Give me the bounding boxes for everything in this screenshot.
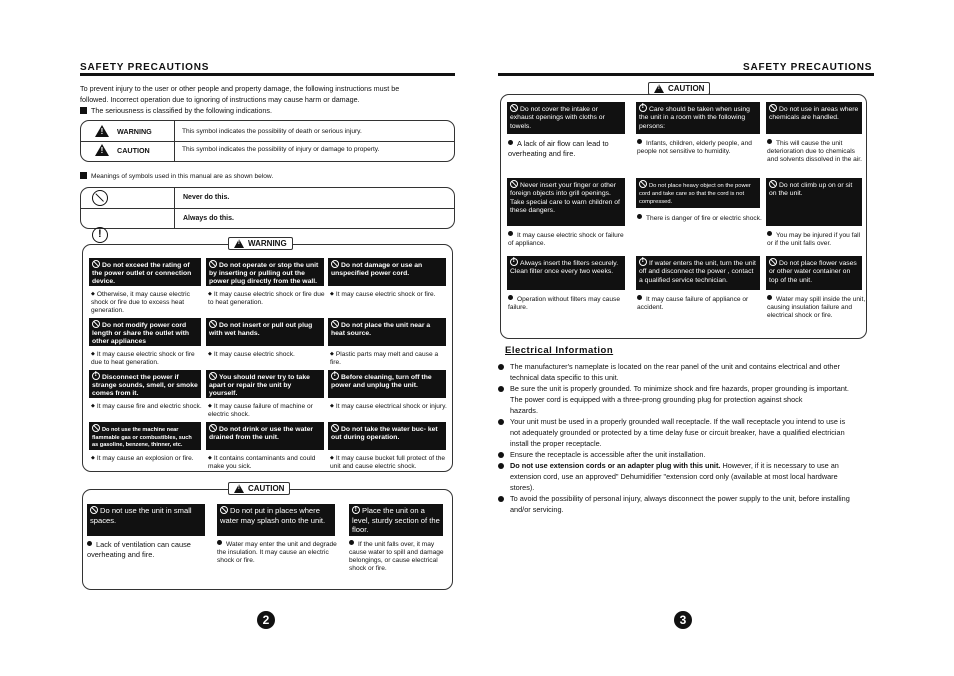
electrical-line	[510, 394, 849, 405]
precaution-instruction	[507, 256, 625, 290]
electrical-item	[498, 383, 878, 416]
warning-label: WARNING	[117, 126, 152, 136]
note-text: You may be injured if you fall or if the unit falls over.	[767, 232, 861, 247]
precaution-note	[208, 402, 326, 419]
caution-triangle-icon	[95, 144, 109, 156]
bullet-icon	[637, 295, 642, 300]
bullet-icon	[87, 541, 92, 546]
line-text: The power cord is equipped with a three-prong grounding plug for protection against shock	[510, 395, 803, 404]
note-text: It may cause electric shock.	[213, 351, 295, 358]
mandatory-icon	[639, 258, 647, 266]
divider	[174, 187, 175, 229]
bullet-icon	[767, 231, 772, 236]
page-number-label: 3	[679, 613, 687, 627]
instruction-text: Place the unit on a level, sturdy section of the floor.	[352, 506, 440, 535]
divider	[80, 208, 455, 209]
electrical-item-text	[510, 383, 849, 416]
line-text: However, if it is necessary to use an	[722, 461, 839, 470]
bullet-icon	[498, 419, 504, 425]
bullet-icon	[767, 295, 772, 300]
caution-box-label: CAUTION	[248, 484, 285, 493]
electrical-item-text	[510, 361, 840, 383]
note-text: Water may spill inside the unit, causing insulation failure and electrical shock or fire.	[767, 296, 866, 319]
note-text: It may cause electric shock or fire.	[335, 291, 436, 298]
precaution-instruction	[636, 178, 760, 208]
electrical-line	[510, 493, 850, 504]
prohibited-icon	[92, 190, 108, 206]
prohibited-icon	[331, 320, 339, 328]
prohibited-icon	[209, 260, 217, 268]
bullet-icon	[498, 386, 504, 392]
line-text: hazards.	[510, 406, 538, 415]
instruction-text: You should never try to take apart or repair the unit by yourself.	[209, 374, 310, 398]
instruction-text: Before cleaning, turn off the power and unplug the unit.	[331, 374, 432, 390]
electrical-item-text	[510, 449, 706, 460]
precaution-note	[330, 402, 448, 411]
precaution-note	[637, 295, 765, 312]
caution-legend	[95, 144, 150, 156]
instruction-text: Disconnect the power if strange sounds, smell, or smoke comes from it.	[92, 374, 198, 398]
prohibited-icon	[331, 424, 339, 432]
precaution-instruction	[328, 258, 446, 286]
mandatory-icon	[331, 372, 339, 380]
instruction-text: Care should be taken when using the unit in a room with the following persons:	[639, 106, 750, 130]
precaution-note	[91, 290, 203, 315]
electrical-information-title: Electrical Information	[505, 345, 614, 356]
note-text: It may cause electric shock or failure of appliance.	[508, 232, 624, 247]
instruction-text: If water enters the unit, turn the unit off and disconnect the power , contact a qualified service technician.	[639, 260, 756, 284]
bullet-icon	[217, 540, 222, 545]
precaution-note	[208, 290, 326, 307]
precaution-instruction	[217, 504, 335, 536]
right-caution-label: CAUTION	[668, 84, 705, 93]
note-text: This will cause the unit deterioration due to chemicals and solvents dissolved in the air.	[767, 140, 862, 163]
prohibited-icon	[92, 424, 100, 432]
warning-triangle-icon	[95, 125, 109, 137]
precaution-instruction	[328, 318, 446, 346]
electrical-line	[510, 449, 706, 460]
instruction-text: Do not take the water buc- ket out during operation.	[331, 426, 438, 442]
electrical-item	[498, 460, 878, 493]
line-text: Ensure the receptacle is accessible after the unit installation.	[510, 450, 706, 459]
prohibited-icon	[769, 258, 777, 266]
precaution-note	[217, 540, 345, 565]
always-label: Always do this.	[183, 215, 234, 222]
instruction-text: Do not insert or pull out plug with wet hands.	[209, 322, 313, 338]
precaution-instruction	[636, 256, 760, 290]
note-text: It may cause fire and electric shock.	[96, 403, 202, 410]
caution-triangle-icon	[654, 84, 664, 93]
precaution-note	[91, 402, 203, 411]
prohibited-icon	[209, 372, 217, 380]
warning-desc: This symbol indicates the possibility of death or serious injury.	[182, 128, 362, 135]
instruction-text: Do not exceed the rating of the power outlet or connection device.	[92, 262, 192, 286]
note-text: Otherwise, it may cause electric shock or fire due to excess heat generation.	[91, 291, 190, 314]
precaution-instruction	[766, 102, 862, 134]
precaution-note	[767, 295, 867, 320]
instruction-text: Do not put in places where water may splash onto the unit.	[220, 506, 326, 525]
bullet-icon	[498, 364, 504, 370]
precaution-note	[87, 540, 215, 559]
electrical-line	[510, 416, 845, 427]
mandatory-icon	[92, 227, 108, 243]
bullet-icon	[508, 295, 513, 300]
precaution-note	[208, 454, 326, 471]
electrical-line	[510, 482, 839, 493]
precaution-note	[208, 350, 326, 359]
mandatory-icon	[92, 372, 100, 380]
left-page-header: SAFETY PRECAUTIONS	[80, 62, 210, 73]
caution-label: CAUTION	[117, 145, 150, 155]
intro-line	[80, 105, 460, 116]
line-text: technical data specific to this unit.	[510, 373, 619, 382]
note-text: Lack of ventilation can cause overheating and fire.	[87, 540, 191, 559]
precaution-note	[91, 350, 203, 367]
precaution-note	[637, 214, 765, 223]
warning-box-label: WARNING	[248, 239, 287, 248]
line-text: install the proper receptacle.	[510, 439, 602, 448]
intro-line: followed. Incorrect operation due to ignoring of instructions may cause harm or damage.	[80, 95, 360, 104]
precaution-note	[508, 139, 630, 158]
instruction-text: Never insert your finger or other foreign objects into grill openings. Take special care to warn children of these dangers.	[510, 182, 620, 214]
bullet-icon	[498, 463, 504, 469]
left-header-rule	[80, 73, 455, 76]
precaution-instruction	[328, 422, 446, 450]
electrical-line	[510, 405, 849, 416]
note-text: Infants, children, elderly people, and people not sensitive to humidity.	[637, 140, 752, 155]
line-text: stores).	[510, 483, 535, 492]
never-label: Never do this.	[183, 194, 230, 201]
note-text: It may cause failure of machine or electric shock.	[208, 403, 313, 418]
instruction-text: Do not operate or stop the unit by inserting or pulling out the power plug directly from the wall.	[209, 262, 319, 286]
precaution-instruction	[89, 258, 201, 286]
prohibited-icon	[639, 180, 647, 188]
precaution-note	[508, 231, 630, 248]
bullet-icon	[637, 214, 642, 219]
electrical-item	[498, 361, 878, 383]
precaution-instruction	[206, 422, 324, 450]
line-text: extension cord, use an approved" Dehumidifier "extension cord only (available at most local hardware	[510, 472, 838, 481]
page-number-2	[257, 611, 275, 629]
instruction-text: Do not modify power cord length or share the outlet with other appliances	[92, 322, 190, 346]
electrical-item	[498, 493, 878, 515]
instruction-text: Do not use in areas where chemicals are handled.	[769, 106, 859, 122]
precaution-instruction	[766, 256, 862, 290]
bullet-icon	[349, 540, 354, 545]
square-bullet-icon	[80, 172, 87, 179]
line-text: Be sure the unit is properly grounded. To minimize shock and fire hazards, proper grounding is important.	[510, 384, 849, 393]
line-text: Your unit must be used in a properly grounded wall receptacle. If the wall receptacle you intend to use is	[510, 417, 846, 426]
instruction-text: Do not place the unit near a heat source.	[331, 322, 431, 338]
intro-line-text: The seriousness is classified by the following indications.	[91, 106, 272, 115]
instruction-text: Do not use the machine near flammable gas or combustibles, such as gasoline, benzene, thinner, etc.	[92, 427, 192, 448]
meanings-label: Meanings of symbols used in this manual are as shown below.	[91, 173, 274, 180]
prohibited-icon	[209, 320, 217, 328]
warning-legend	[95, 125, 152, 137]
note-text: It may cause electric shock or fire due to heat generation.	[91, 351, 195, 366]
precaution-instruction	[87, 504, 205, 536]
caution-triangle-icon	[234, 484, 244, 493]
precaution-note	[767, 231, 867, 248]
instruction-text: Do not climb up on or sit on the unit.	[769, 182, 853, 198]
precaution-instruction	[766, 178, 862, 226]
prohibited-icon	[769, 180, 777, 188]
note-text: It may cause electric shock or fire due to heat generation.	[208, 291, 325, 306]
note-text: It contains contaminants and could make you sick.	[208, 455, 316, 470]
precaution-instruction	[328, 370, 446, 398]
note-text: If the unit falls over, it may cause water to spill and damage belongings, or cause electrical shock or fire.	[349, 541, 444, 572]
precaution-instruction	[507, 178, 625, 226]
mandatory-icon	[510, 258, 518, 266]
prohibited-icon	[769, 104, 777, 112]
bullet-icon	[637, 139, 642, 144]
note-text: It may cause failure of appliance or accident.	[637, 296, 749, 311]
line-text: To avoid the possibility of personal injury, always disconnect the power supply to the unit, before installing	[510, 494, 850, 503]
precaution-note	[91, 454, 203, 463]
note-text: It may cause electrical shock or injury.	[335, 403, 447, 410]
electrical-line	[510, 471, 839, 482]
electrical-information-list	[498, 361, 878, 515]
precaution-instruction	[89, 422, 201, 450]
precaution-note	[767, 139, 867, 164]
bullet-icon	[498, 452, 504, 458]
instruction-text: Do not place flower vases or other water container on top of the unit.	[769, 260, 857, 284]
prohibited-icon	[92, 260, 100, 268]
bullet-icon	[508, 140, 513, 145]
precaution-instruction	[206, 258, 324, 286]
bold-text: Do not use extension cords or an adapter plug with this unit.	[510, 461, 721, 470]
line-text: The manufacturer's nameplate is located on the rear panel of the unit and contains electrical and other	[510, 362, 840, 371]
mandatory-icon	[352, 506, 360, 514]
caution-box-title	[228, 482, 290, 495]
caution-desc: This symbol indicates the possibility of injury or damage to property.	[182, 146, 380, 153]
precaution-instruction	[349, 504, 443, 536]
precaution-instruction	[89, 370, 201, 398]
electrical-line	[510, 372, 840, 383]
prohibited-icon	[209, 424, 217, 432]
note-text: Operation without filters may cause failure.	[508, 296, 620, 311]
electrical-line	[510, 427, 845, 438]
precaution-note	[330, 350, 448, 367]
precaution-note	[637, 139, 765, 156]
precaution-note	[349, 540, 453, 573]
line-text: not adequately grounded or protected by a time delay fuse or circuit breaker, have a qualified electrician	[510, 428, 845, 437]
mandatory-icon	[639, 104, 647, 112]
prohibited-icon	[92, 320, 100, 328]
divider	[80, 141, 455, 142]
precaution-note	[508, 295, 630, 312]
precaution-instruction	[636, 102, 760, 134]
electrical-item	[498, 449, 878, 460]
page-number-label: 2	[262, 613, 270, 627]
bullet-icon	[498, 496, 504, 502]
instruction-text: Do not damage or use an unspecified power cord.	[331, 262, 423, 278]
electrical-item-text	[510, 416, 845, 449]
electrical-line	[510, 460, 839, 471]
prohibited-icon	[510, 180, 518, 188]
electrical-line	[510, 361, 840, 372]
meanings-text	[80, 172, 273, 181]
note-text: A lack of air flow can lead to overheating and fire.	[508, 139, 609, 158]
square-bullet-icon	[80, 107, 87, 114]
instruction-text: Do not use the unit in small spaces.	[90, 506, 192, 525]
bullet-icon	[767, 139, 772, 144]
electrical-line	[510, 504, 850, 515]
prohibited-icon	[220, 506, 228, 514]
precaution-instruction	[206, 370, 324, 398]
prohibited-icon	[331, 260, 339, 268]
electrical-item-text	[510, 460, 839, 493]
precaution-instruction	[89, 318, 201, 346]
precaution-note	[330, 290, 448, 299]
note-text: Plastic parts may melt and cause a fire.	[330, 351, 439, 366]
note-text: It may cause an explosion or fire.	[96, 455, 194, 462]
instruction-text: Do not drink or use the water drained from the unit.	[209, 426, 314, 442]
prohibited-icon	[510, 104, 518, 112]
prohibited-icon	[90, 506, 98, 514]
electrical-line	[510, 438, 845, 449]
note-text: It may cause bucket full protect of the unit and cause electric shock.	[330, 455, 446, 470]
warning-triangle-icon	[234, 239, 244, 248]
page-number-3	[674, 611, 692, 629]
warning-box-title	[228, 237, 293, 250]
intro-line: To prevent injury to the user or other people and property damage, the following instructions must be	[80, 84, 400, 93]
right-page-header: SAFETY PRECAUTIONS	[743, 62, 873, 73]
right-caution-title	[648, 82, 710, 95]
intro-text	[80, 83, 460, 116]
precaution-instruction	[206, 318, 324, 346]
note-text: Water may enter the unit and degrade the insulation. It may cause an electric shock or fire.	[217, 541, 337, 564]
precaution-instruction	[507, 102, 625, 134]
instruction-text: Do not cover the intake or exhaust openings with cloths or towels.	[510, 106, 605, 130]
line-text: and/or servicing.	[510, 505, 564, 514]
instruction-text: Always insert the filters securely. Clean filter once every two weeks.	[510, 260, 619, 276]
electrical-item	[498, 416, 878, 449]
divider	[174, 120, 175, 162]
right-header-rule	[498, 73, 874, 76]
instruction-text: Do not place heavy object on the power cord and take care so that the cord is not compressed.	[639, 183, 751, 205]
electrical-line	[510, 383, 849, 394]
note-text: There is danger of fire or electric shock.	[646, 215, 762, 222]
bullet-icon	[508, 231, 513, 236]
electrical-item-text	[510, 493, 850, 515]
precaution-note	[330, 454, 448, 471]
